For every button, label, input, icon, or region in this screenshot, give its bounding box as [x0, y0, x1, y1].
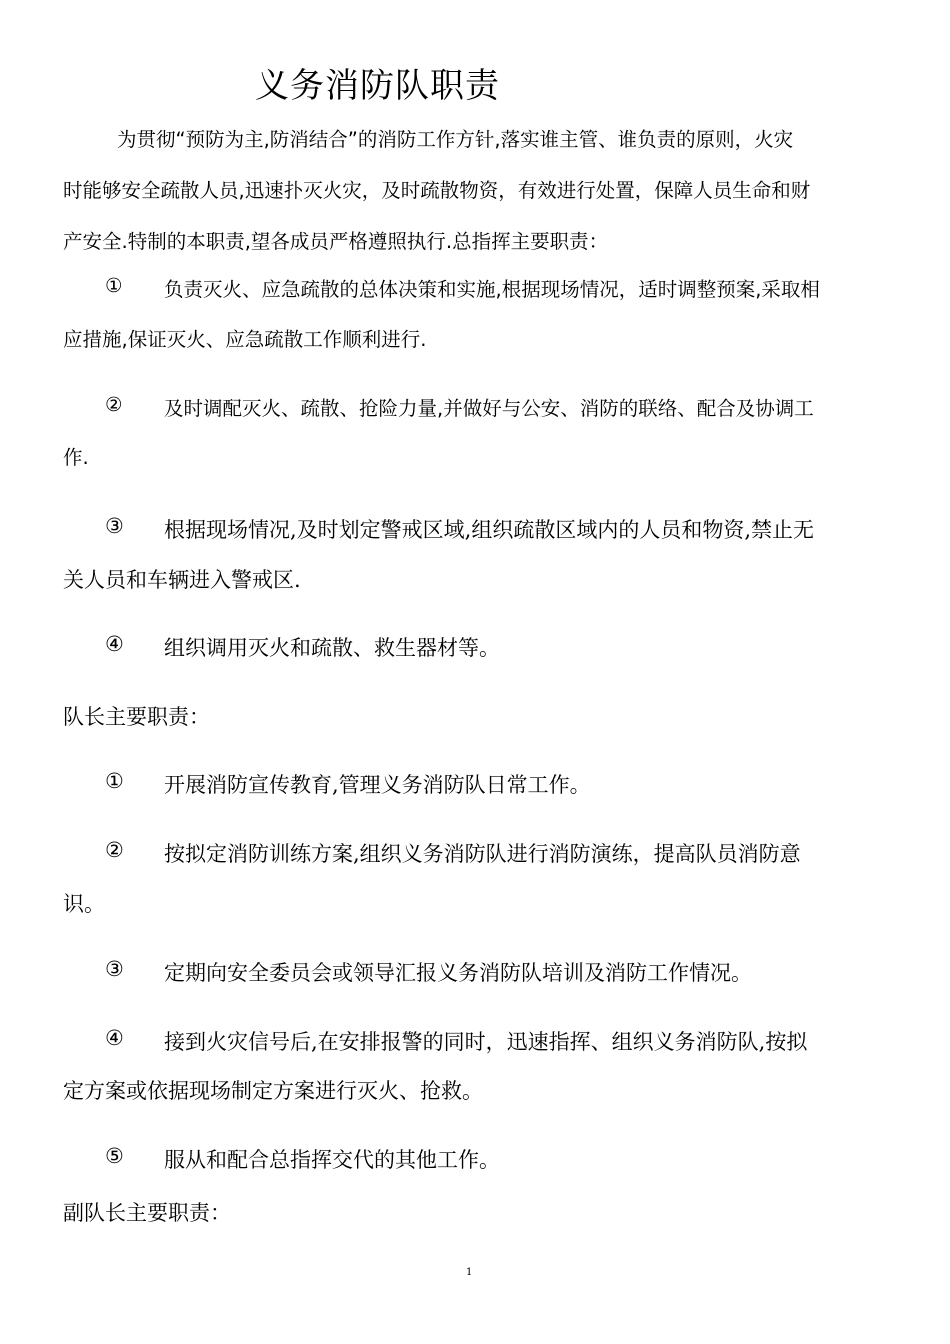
commander-item-3-continuation: 关人员和车辆进入警戒区. — [63, 568, 301, 592]
intro-line-3: 产安全.特制的本职责,望各成员严格遵照执行.总指挥主要职责： — [63, 230, 609, 253]
commander-item-4-text: 组织调用灭火和疏散、救生器材等。 — [164, 636, 500, 660]
commander-item-1-text: 负责灭火、应急疏散的总体决策和实施,根据现场情况，适时调整预案,采取相 — [164, 278, 820, 301]
captain-heading: 队长主要职责： — [63, 705, 210, 729]
document-title: 义务消防队职责 — [255, 66, 500, 106]
captain-item-4-text: 接到火灾信号后,在安排报警的同时，迅速指挥、组织义务消防队,按拟 — [164, 1030, 808, 1054]
commander-item-1-number: ① — [105, 274, 123, 297]
intro-line-1: 为贯彻“预防为主,防消结合”的消防工作方针,落实谁主管、谁负责的原则，火灾 — [117, 128, 794, 151]
captain-item-1-text: 开展消防宣传教育,管理义务消防队日常工作。 — [164, 773, 591, 797]
commander-item-2-text: 及时调配灭火、疏散、抢险力量,并做好与公安、消防的联络、配合及协调工 — [164, 397, 814, 420]
captain-item-2-text: 按拟定消防训练方案,组织义务消防队进行消防演练，提高队员消防意 — [164, 842, 801, 866]
vice-captain-heading: 副队长主要职责： — [63, 1201, 231, 1225]
captain-item-4-continuation: 定方案或依据现场制定方案进行灭火、抢救。 — [63, 1079, 483, 1103]
captain-item-4-number: ④ — [105, 1026, 124, 1050]
commander-item-2-number: ② — [105, 393, 123, 416]
commander-item-2-continuation: 作. — [63, 446, 89, 469]
captain-item-3-number: ③ — [105, 957, 124, 981]
intro-line-2: 时能够安全疏散人员,迅速扑灭火灾，及时疏散物资，有效进行处置，保障人员生命和财 — [63, 179, 811, 202]
captain-item-3-text: 定期向安全委员会或领导汇报义务消防队培训及消防工作情况。 — [164, 961, 752, 985]
captain-item-1-number: ① — [105, 769, 124, 793]
commander-item-4-number: ④ — [105, 632, 124, 656]
captain-item-2-continuation: 识。 — [63, 892, 105, 916]
commander-item-3-text: 根据现场情况,及时划定警戒区域,组织疏散区域内的人员和物资,禁止无 — [164, 518, 815, 542]
captain-item-5-number: ⑤ — [105, 1144, 124, 1168]
captain-item-5-text: 服从和配合总指挥交代的其他工作。 — [164, 1148, 500, 1172]
page-number: 1 — [466, 1267, 473, 1278]
commander-item-1-continuation: 应措施,保证灭火、应急疏散工作顺利进行. — [63, 328, 427, 351]
captain-item-2-number: ② — [105, 838, 124, 862]
commander-item-3-number: ③ — [105, 514, 124, 538]
